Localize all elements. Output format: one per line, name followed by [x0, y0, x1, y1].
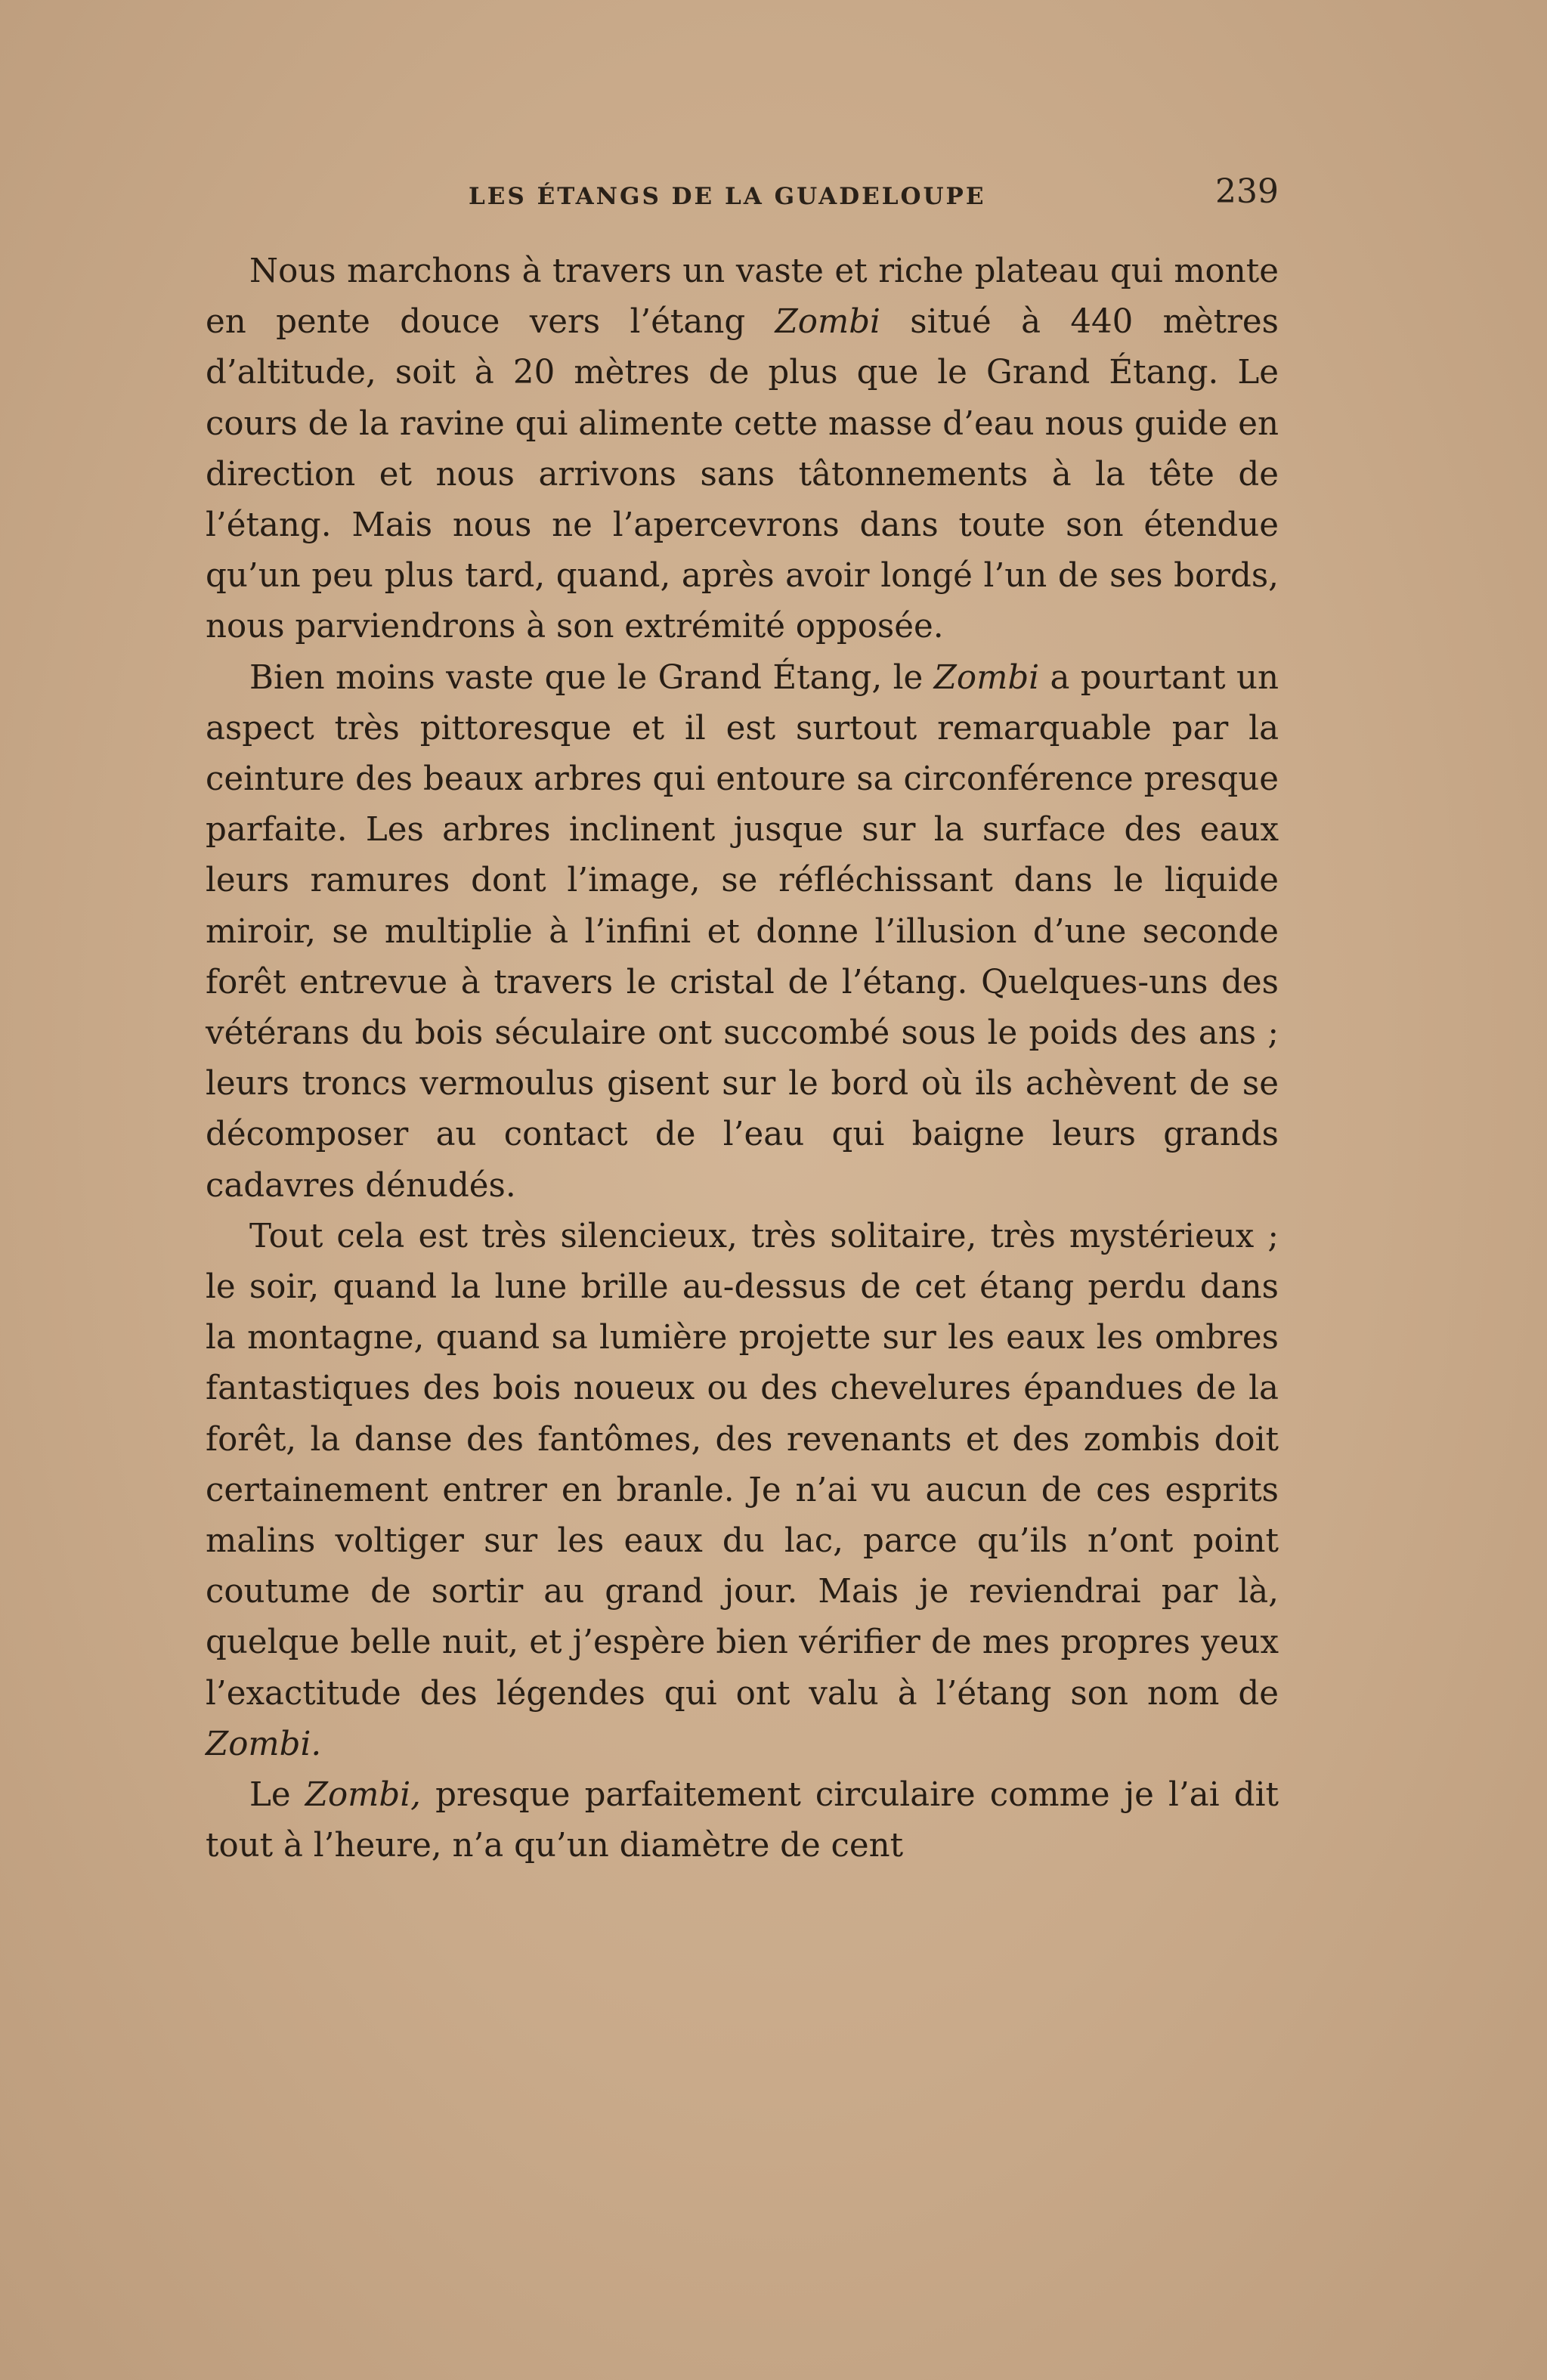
text-run-italic: Zombi, — [305, 1776, 422, 1815]
text-run: Bien moins vaste que le Grand Étang, le — [249, 658, 934, 697]
text-run-italic: Zombi — [933, 658, 1040, 697]
running-title: LES ÉTANGS DE LA GUADELOUPE — [469, 183, 986, 210]
text-run: situé à 440 mètres d’altitude, soit à 20 mètres de plus que le Grand Étang. Le cours de la ravine qui alimente cette masse d’eau nous guide en direction et nous arrivons sans tâtonnements à la tête de l’étang. Mais nous ne l’apercevrons dans toute son étendue qu’un peu plus tard, quand, après avoir longé l’un de ses bords, nous parviendrons à son extrémité opposée. — [206, 303, 1279, 646]
paragraph — [206, 653, 1279, 1212]
text-run: Tout cela est très silencieux, très solitaire, très mystérieux ; le soir, quand la lune brille au-dessus de cet étang perdu dans la montagne, quand sa lumière projette sur les eaux les ombres fantastiques des bois noueux ou des chevelures épandues de la forêt, la danse des fantômes, des revenants et des zombis doit certainement entrer en branle. Je n’ai vu aucun de ces esprits malins voltiger sur les eaux du lac, parce qu’ils n’ont point coutume de sortir au grand jour. Mais je reviendrai par là, quelque belle nuit, et j’espère bien vérifier de mes propres yeux l’exactitude des légendes qui ont valu à l’étang son nom de — [206, 1217, 1279, 1713]
page-header — [206, 172, 1279, 218]
text-run: a pourtant un aspect très pittoresque et il est surtout remarquable par la ceinture des beaux arbres qui entoure sa circonférence presque parfaite. Les arbres inclinent jusque sur la surface des eaux leurs ramures dont l’image, se réfléchissant dans le liquide miroir, se multiplie à l’infini et donne l’illusion d’une seconde forêt entrevue à travers le cristal de l’étang. Quelques-uns des vétérans du bois séculaire ont succombé sous le poids des ans ; leurs troncs vermoulus gisent sur le bord où ils achèvent de se décomposer au contact de l’eau qui baigne leurs grands cadavres dénudés. — [206, 658, 1279, 1205]
paragraph — [206, 1770, 1279, 1871]
text-run-italic: Zombi. — [206, 1725, 322, 1763]
text-run: presque parfaitement circulaire comme je l’ai dit tout à l’heure, n’a qu’un diamètre de cent — [206, 1776, 1279, 1865]
paragraph — [206, 246, 1279, 653]
text-run: Nous marchons à travers un vaste et riche plateau qui monte en pente douce vers l’étang — [206, 252, 1279, 342]
text-run: Le — [249, 1776, 305, 1815]
body-text — [206, 246, 1279, 1872]
text-run-italic: Zombi — [775, 303, 880, 342]
page-number: 239 — [1215, 172, 1279, 211]
paragraph — [206, 1212, 1279, 1770]
